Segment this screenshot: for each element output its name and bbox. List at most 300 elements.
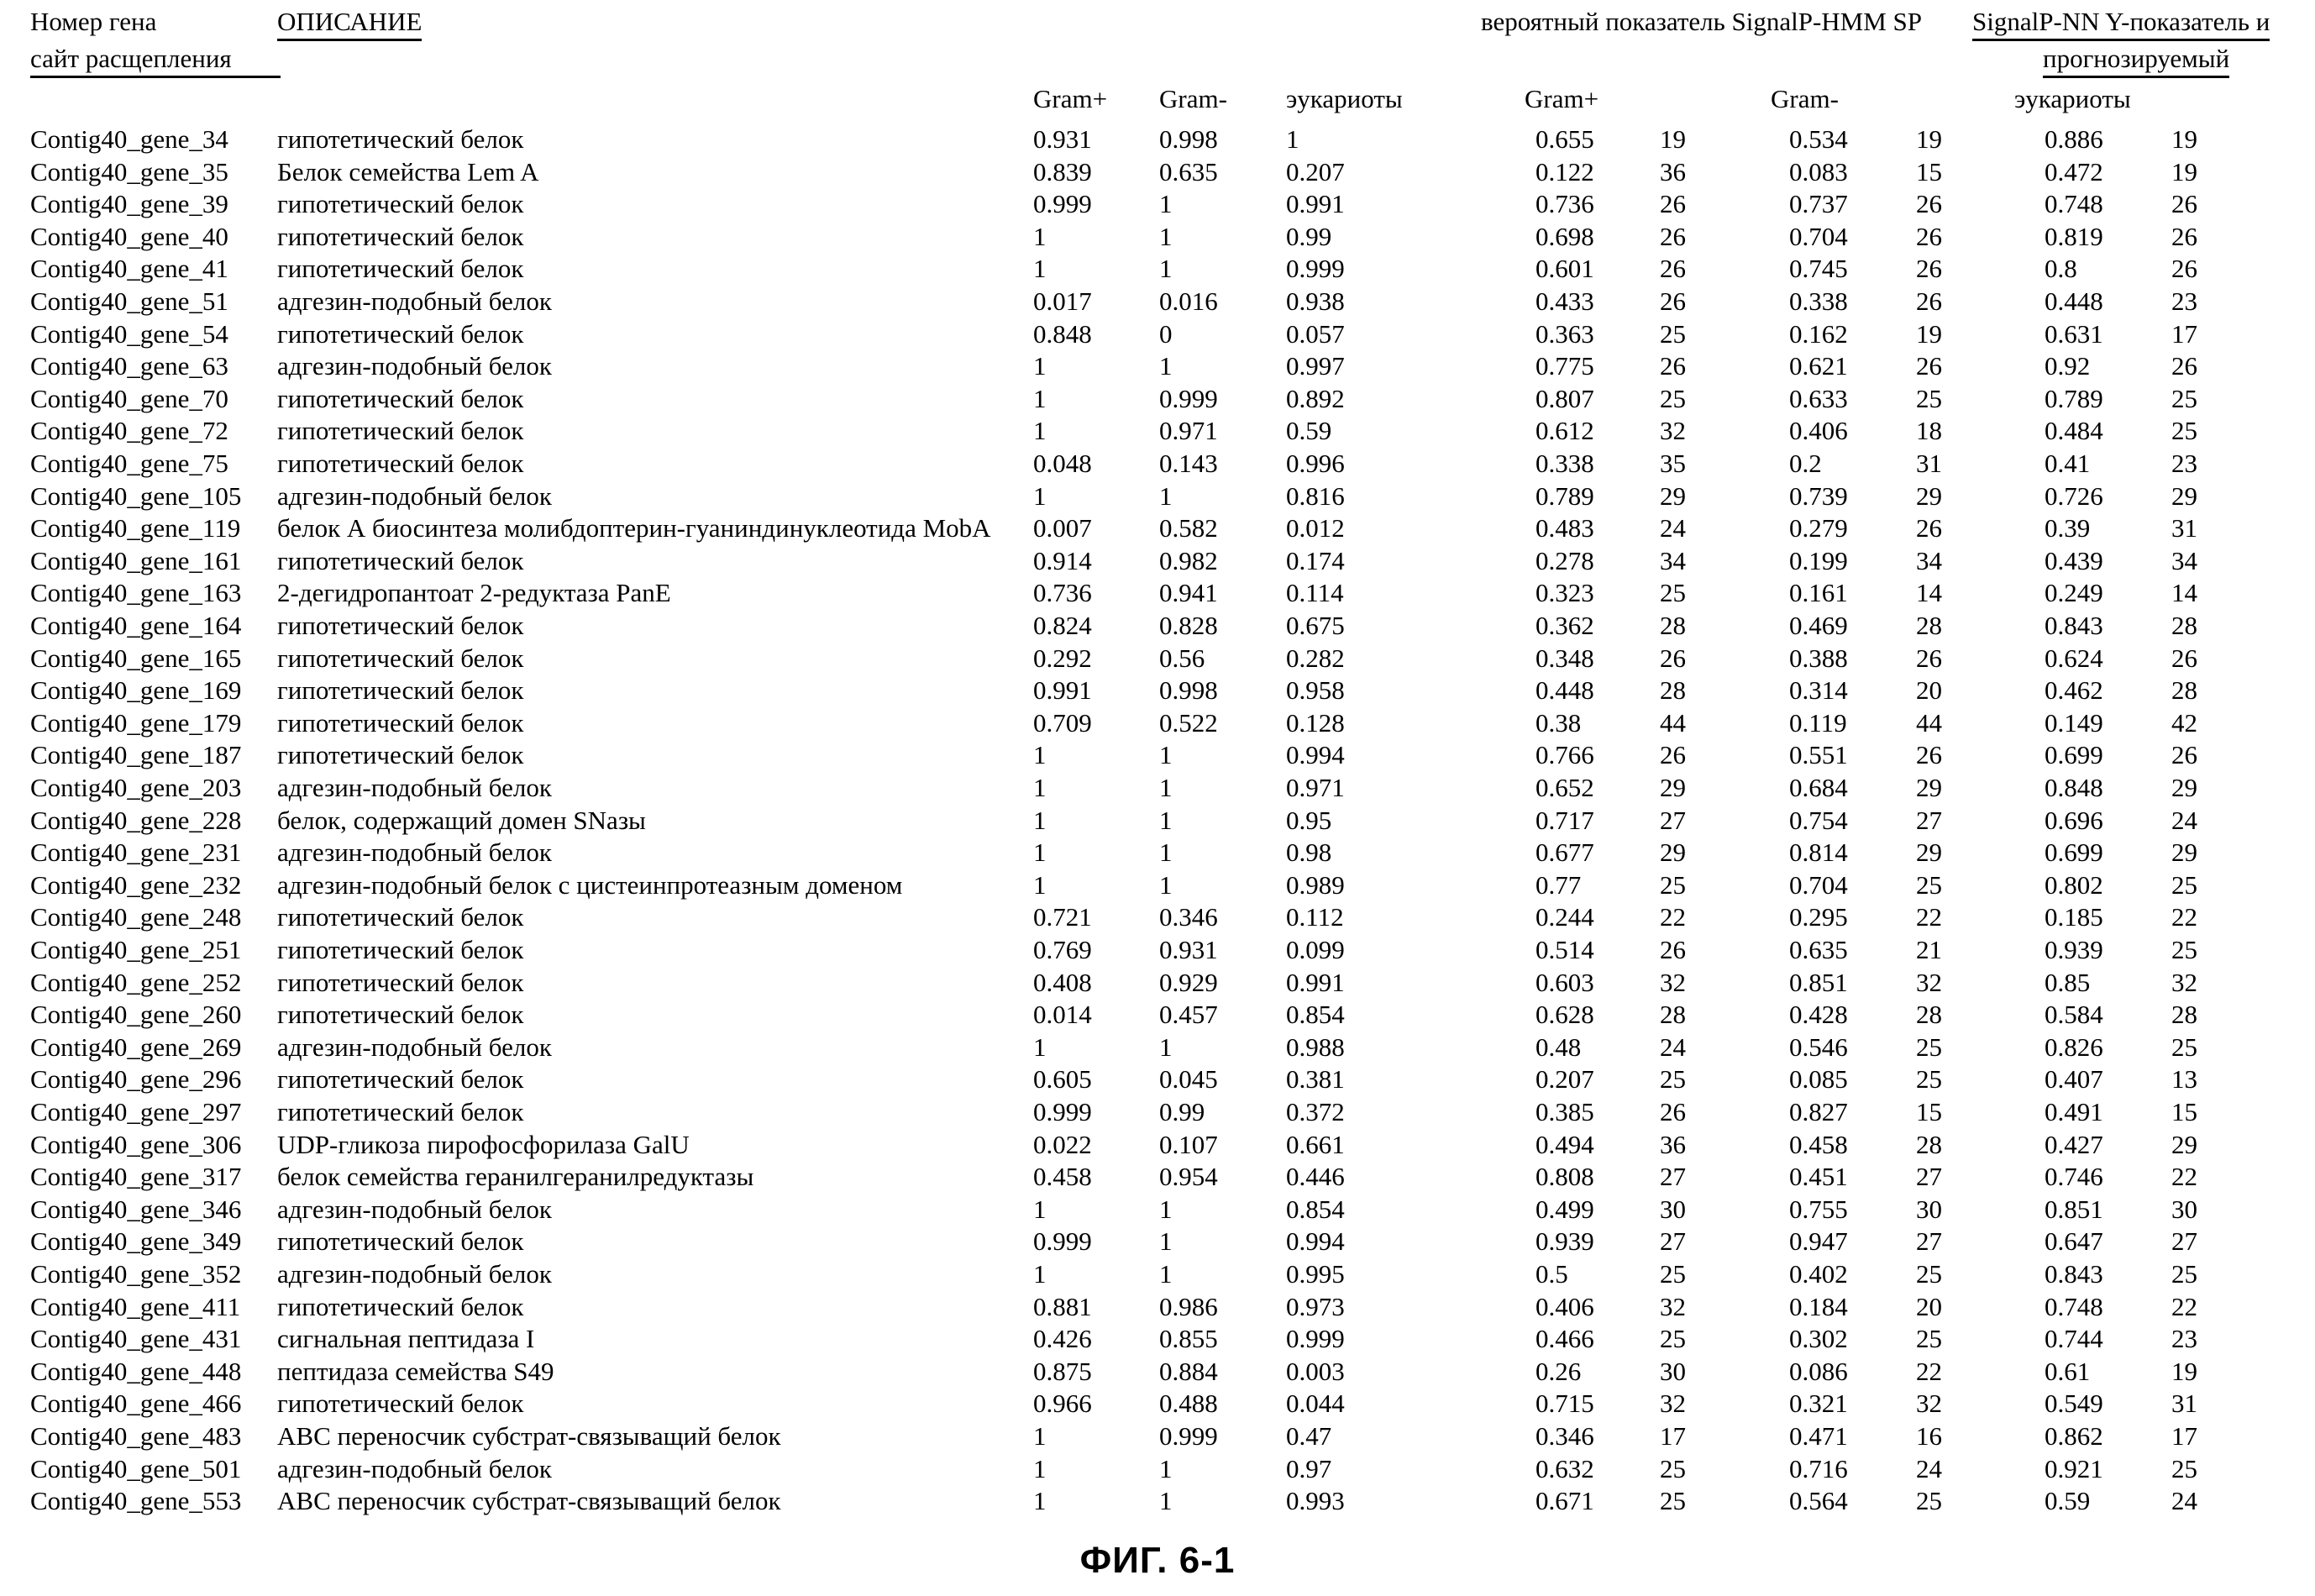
- table-row: [0, 806, 2315, 838]
- gene-id-cell: Contig40_gene_105: [30, 481, 242, 511]
- hmm-gram-plus-score-cell: 0.632: [1535, 1454, 1594, 1483]
- table-row: [0, 286, 2315, 319]
- gene-id-cell: Contig40_gene_231: [30, 837, 242, 867]
- hmm-gram-minus-site-cell: 27: [1916, 1226, 1942, 1256]
- gene-id-cell: Contig40_gene_34: [30, 124, 228, 154]
- nn-gram-plus-cell: 0.999: [1033, 1097, 1092, 1126]
- hmm-gram-minus-score-cell: 0.388: [1789, 643, 1848, 673]
- y-eukaryotes-score-cell: 0.748: [2045, 189, 2103, 218]
- hmm-gram-plus-score-cell: 0.406: [1535, 1292, 1594, 1321]
- table-row: [0, 1324, 2315, 1357]
- hmm-gram-plus-score-cell: 0.346: [1535, 1421, 1594, 1451]
- hmm-gram-plus-score-cell: 0.671: [1535, 1486, 1594, 1515]
- hmm-gram-plus-site-cell: 32: [1660, 1292, 1686, 1321]
- hmm-gram-minus-site-cell: 32: [1916, 1389, 1942, 1418]
- description-cell: гипотетический белок: [277, 740, 524, 769]
- description-cell: гипотетический белок: [277, 416, 524, 445]
- header-signalp-nn-group-line2: прогнозируемый: [2043, 44, 2229, 78]
- hmm-gram-minus-score-cell: 0.314: [1789, 675, 1848, 705]
- hmm-gram-plus-site-cell: 36: [1660, 1130, 1686, 1159]
- nn-gram-minus-cell: 1: [1159, 870, 1173, 900]
- hmm-gram-minus-site-cell: 25: [1916, 1259, 1942, 1289]
- table-row: [0, 1357, 2315, 1389]
- table-row: [0, 1292, 2315, 1325]
- table-row: [0, 481, 2315, 514]
- hmm-gram-plus-site-cell: 35: [1660, 449, 1686, 478]
- y-eukaryotes-score-cell: 0.185: [2045, 902, 2103, 932]
- hmm-gram-plus-score-cell: 0.323: [1535, 578, 1594, 607]
- y-eukaryotes-site-cell: 23: [2171, 1324, 2197, 1353]
- description-cell: гипотетический белок: [277, 1064, 524, 1094]
- table-row: [0, 1097, 2315, 1130]
- nn-gram-minus-cell: 0.931: [1159, 935, 1218, 964]
- nn-gram-plus-cell: 1: [1033, 740, 1047, 769]
- table-row: [0, 1226, 2315, 1259]
- description-cell: гипотетический белок: [277, 449, 524, 478]
- gene-id-cell: Contig40_gene_119: [30, 513, 241, 543]
- table-row: [0, 124, 2315, 157]
- nn-gram-plus-cell: 0.991: [1033, 675, 1092, 705]
- y-eukaryotes-score-cell: 0.746: [2045, 1162, 2103, 1191]
- gene-id-cell: Contig40_gene_203: [30, 773, 242, 802]
- hmm-gram-minus-site-cell: 15: [1916, 157, 1942, 186]
- hmm-gram-plus-score-cell: 0.244: [1535, 902, 1594, 932]
- table-row: [0, 1000, 2315, 1032]
- hmm-gram-minus-score-cell: 0.704: [1789, 222, 1848, 251]
- nn-eukaryotes-cell: 0.98: [1286, 837, 1332, 867]
- nn-eukaryotes-cell: 0.999: [1286, 1324, 1345, 1353]
- hmm-gram-plus-score-cell: 0.698: [1535, 222, 1594, 251]
- hmm-gram-minus-score-cell: 0.161: [1789, 578, 1848, 607]
- description-cell: белок А биосинтеза молибдоптерин-гуаниндинуклеотида MobA: [277, 513, 991, 543]
- hmm-gram-plus-score-cell: 0.433: [1535, 286, 1594, 316]
- y-eukaryotes-score-cell: 0.843: [2045, 611, 2103, 640]
- hmm-gram-minus-score-cell: 0.704: [1789, 870, 1848, 900]
- hmm-gram-minus-score-cell: 0.086: [1789, 1357, 1848, 1386]
- nn-gram-minus-cell: 1: [1159, 1194, 1173, 1224]
- hmm-gram-plus-score-cell: 0.385: [1535, 1097, 1594, 1126]
- hmm-gram-minus-score-cell: 0.083: [1789, 157, 1848, 186]
- hmm-gram-plus-score-cell: 0.466: [1535, 1324, 1594, 1353]
- description-cell: гипотетический белок: [277, 708, 524, 738]
- hmm-gram-minus-site-cell: 16: [1916, 1421, 1942, 1451]
- nn-gram-minus-cell: 0.941: [1159, 578, 1218, 607]
- description-cell: адгезин-подобный белок: [277, 1032, 552, 1062]
- hmm-gram-plus-site-cell: 29: [1660, 481, 1686, 511]
- table-row: [0, 319, 2315, 352]
- table-row: [0, 384, 2315, 417]
- hmm-gram-minus-site-cell: 24: [1916, 1454, 1942, 1483]
- description-cell: адгезин-подобный белок: [277, 1259, 552, 1289]
- gene-id-cell: Contig40_gene_269: [30, 1032, 242, 1062]
- nn-eukaryotes-cell: 0.991: [1286, 189, 1345, 218]
- hmm-gram-minus-site-cell: 18: [1916, 416, 1942, 445]
- y-eukaryotes-site-cell: 24: [2171, 806, 2197, 835]
- hmm-gram-minus-site-cell: 27: [1916, 1162, 1942, 1191]
- hmm-gram-minus-site-cell: 32: [1916, 968, 1942, 997]
- y-eukaryotes-score-cell: 0.726: [2045, 481, 2103, 511]
- nn-gram-plus-cell: 1: [1033, 1194, 1047, 1224]
- hmm-gram-plus-score-cell: 0.612: [1535, 416, 1594, 445]
- y-eukaryotes-site-cell: 15: [2171, 1097, 2197, 1126]
- hmm-gram-minus-score-cell: 0.635: [1789, 935, 1848, 964]
- hmm-gram-plus-score-cell: 0.38: [1535, 708, 1582, 738]
- description-cell: адгезин-подобный белок: [277, 1454, 552, 1483]
- nn-gram-minus-cell: 0.635: [1159, 157, 1218, 186]
- hmm-gram-plus-site-cell: 26: [1660, 1097, 1686, 1126]
- table-row: [0, 1032, 2315, 1065]
- description-cell: адгезин-подобный белок: [277, 1194, 552, 1224]
- nn-gram-minus-cell: 0.457: [1159, 1000, 1218, 1029]
- nn-gram-minus-cell: 1: [1159, 1032, 1173, 1062]
- hmm-gram-minus-score-cell: 0.184: [1789, 1292, 1848, 1321]
- gene-id-cell: Contig40_gene_317: [30, 1162, 242, 1191]
- hmm-gram-plus-site-cell: 25: [1660, 384, 1686, 413]
- nn-gram-plus-cell: 0.017: [1033, 286, 1092, 316]
- y-eukaryotes-site-cell: 19: [2171, 1357, 2197, 1386]
- figure-caption: ФИГ. 6-1: [1079, 1540, 1236, 1581]
- y-eukaryotes-site-cell: 26: [2171, 740, 2197, 769]
- y-eukaryotes-site-cell: 31: [2171, 1389, 2197, 1418]
- hmm-gram-minus-site-cell: 25: [1916, 384, 1942, 413]
- description-cell: гипотетический белок: [277, 611, 524, 640]
- nn-gram-plus-cell: 0.458: [1033, 1162, 1092, 1191]
- nn-gram-minus-cell: 1: [1159, 189, 1173, 218]
- gene-id-cell: Contig40_gene_297: [30, 1097, 242, 1126]
- y-eukaryotes-site-cell: 26: [2171, 189, 2197, 218]
- y-eukaryotes-site-cell: 29: [2171, 773, 2197, 802]
- hmm-gram-minus-site-cell: 25: [1916, 1064, 1942, 1094]
- hmm-gram-plus-score-cell: 0.655: [1535, 124, 1594, 154]
- nn-eukaryotes-cell: 0.112: [1286, 902, 1344, 932]
- nn-gram-plus-cell: 0.931: [1033, 124, 1092, 154]
- nn-gram-plus-cell: 0.721: [1033, 902, 1092, 932]
- gene-id-cell: Contig40_gene_179: [30, 708, 242, 738]
- description-cell: адгезин-подобный белок: [277, 351, 552, 381]
- subheader-gram-plus-2: Gram+: [1525, 84, 1599, 113]
- description-cell: гипотетический белок: [277, 189, 524, 218]
- hmm-gram-plus-score-cell: 0.807: [1535, 384, 1594, 413]
- hmm-gram-minus-score-cell: 0.737: [1789, 189, 1848, 218]
- gene-id-cell: Contig40_gene_248: [30, 902, 242, 932]
- hmm-gram-minus-site-cell: 14: [1916, 578, 1942, 607]
- subheader-eukaryotes-2: эукариоты: [2014, 84, 2131, 113]
- hmm-gram-minus-score-cell: 0.471: [1789, 1421, 1848, 1451]
- y-eukaryotes-site-cell: 13: [2171, 1064, 2197, 1094]
- nn-gram-plus-cell: 1: [1033, 1421, 1047, 1451]
- hmm-gram-minus-score-cell: 0.814: [1789, 837, 1848, 867]
- description-cell: гипотетический белок: [277, 1000, 524, 1029]
- y-eukaryotes-site-cell: 27: [2171, 1226, 2197, 1256]
- hmm-gram-plus-site-cell: 26: [1660, 189, 1686, 218]
- y-eukaryotes-site-cell: 25: [2171, 416, 2197, 445]
- header-signalp-hmm-group: вероятный показатель SignalP-HMM SP: [1481, 7, 1923, 36]
- hmm-gram-minus-score-cell: 0.085: [1789, 1064, 1848, 1094]
- nn-gram-minus-cell: 0.855: [1159, 1324, 1218, 1353]
- nn-gram-minus-cell: 0.99: [1159, 1097, 1205, 1126]
- y-eukaryotes-site-cell: 25: [2171, 870, 2197, 900]
- hmm-gram-minus-site-cell: 20: [1916, 675, 1942, 705]
- hmm-gram-plus-site-cell: 27: [1660, 806, 1686, 835]
- y-eukaryotes-score-cell: 0.699: [2045, 837, 2103, 867]
- nn-eukaryotes-cell: 0.174: [1286, 546, 1345, 575]
- hmm-gram-minus-score-cell: 0.564: [1789, 1486, 1848, 1515]
- hmm-gram-minus-site-cell: 26: [1916, 643, 1942, 673]
- nn-eukaryotes-cell: 0.892: [1286, 384, 1345, 413]
- hmm-gram-plus-score-cell: 0.715: [1535, 1389, 1594, 1418]
- hmm-gram-minus-site-cell: 25: [1916, 1324, 1942, 1353]
- nn-gram-plus-cell: 0.022: [1033, 1130, 1092, 1159]
- y-eukaryotes-score-cell: 0.439: [2045, 546, 2103, 575]
- hmm-gram-plus-site-cell: 26: [1660, 222, 1686, 251]
- subheader-eukaryotes-1: эукариоты: [1286, 84, 1403, 113]
- nn-gram-minus-cell: 0.582: [1159, 513, 1218, 543]
- nn-gram-minus-cell: 1: [1159, 1259, 1173, 1289]
- hmm-gram-minus-score-cell: 0.739: [1789, 481, 1848, 511]
- hmm-gram-plus-score-cell: 0.514: [1535, 935, 1594, 964]
- description-cell: сигнальная пептидаза I: [277, 1324, 535, 1353]
- gene-id-cell: Contig40_gene_466: [30, 1389, 242, 1418]
- nn-gram-minus-cell: 0.954: [1159, 1162, 1218, 1191]
- y-eukaryotes-score-cell: 0.624: [2045, 643, 2103, 673]
- hmm-gram-plus-score-cell: 0.736: [1535, 189, 1594, 218]
- nn-eukaryotes-cell: 0.997: [1286, 351, 1345, 381]
- y-eukaryotes-score-cell: 0.149: [2045, 708, 2103, 738]
- y-eukaryotes-site-cell: 19: [2171, 157, 2197, 186]
- description-cell: белок, содержащий домен SNазы: [277, 806, 646, 835]
- hmm-gram-plus-score-cell: 0.628: [1535, 1000, 1594, 1029]
- nn-gram-plus-cell: 1: [1033, 1454, 1047, 1483]
- hmm-gram-plus-score-cell: 0.483: [1535, 513, 1594, 543]
- subheader-gram-plus-1: Gram+: [1033, 84, 1108, 113]
- hmm-gram-minus-site-cell: 30: [1916, 1194, 1942, 1224]
- hmm-gram-plus-score-cell: 0.5: [1535, 1259, 1568, 1289]
- nn-gram-plus-cell: 1: [1033, 351, 1047, 381]
- nn-eukaryotes-cell: 0.816: [1286, 481, 1345, 511]
- gene-id-cell: Contig40_gene_296: [30, 1064, 242, 1094]
- hmm-gram-plus-site-cell: 25: [1660, 1064, 1686, 1094]
- hmm-gram-minus-score-cell: 0.745: [1789, 254, 1848, 283]
- description-cell: гипотетический белок: [277, 1292, 524, 1321]
- hmm-gram-plus-site-cell: 26: [1660, 254, 1686, 283]
- y-eukaryotes-score-cell: 0.699: [2045, 740, 2103, 769]
- table-row: [0, 189, 2315, 222]
- y-eukaryotes-site-cell: 19: [2171, 124, 2197, 154]
- gene-id-cell: Contig40_gene_163: [30, 578, 242, 607]
- table-row: [0, 546, 2315, 579]
- nn-eukaryotes-cell: 0.988: [1286, 1032, 1345, 1062]
- hmm-gram-minus-site-cell: 20: [1916, 1292, 1942, 1321]
- nn-gram-plus-cell: 0.408: [1033, 968, 1092, 997]
- nn-eukaryotes-cell: 0.971: [1286, 773, 1345, 802]
- hmm-gram-plus-site-cell: 26: [1660, 643, 1686, 673]
- hmm-gram-plus-score-cell: 0.789: [1535, 481, 1594, 511]
- table-row: [0, 935, 2315, 968]
- hmm-gram-plus-score-cell: 0.652: [1535, 773, 1594, 802]
- description-cell: UDP-гликоза пирофосфорилаза GalU: [277, 1130, 690, 1159]
- hmm-gram-minus-score-cell: 0.199: [1789, 546, 1848, 575]
- gene-id-cell: Contig40_gene_260: [30, 1000, 242, 1029]
- nn-gram-plus-cell: 0.881: [1033, 1292, 1092, 1321]
- gene-id-cell: Contig40_gene_501: [30, 1454, 242, 1483]
- nn-gram-plus-cell: 1: [1033, 222, 1047, 251]
- y-eukaryotes-score-cell: 0.696: [2045, 806, 2103, 835]
- gene-id-cell: Contig40_gene_54: [30, 319, 228, 349]
- gene-id-cell: Contig40_gene_349: [30, 1226, 242, 1256]
- hmm-gram-plus-site-cell: 19: [1660, 124, 1686, 154]
- table-row: [0, 1194, 2315, 1227]
- hmm-gram-minus-site-cell: 31: [1916, 449, 1942, 478]
- header-signalp-nn-group-line1: SignalP-NN Y-показатель и: [1972, 7, 2270, 41]
- hmm-gram-minus-site-cell: 25: [1916, 1486, 1942, 1515]
- nn-eukaryotes-cell: 0.854: [1286, 1194, 1345, 1224]
- hmm-gram-plus-site-cell: 32: [1660, 1389, 1686, 1418]
- nn-gram-plus-cell: 0.914: [1033, 546, 1092, 575]
- hmm-gram-plus-site-cell: 25: [1660, 1259, 1686, 1289]
- y-eukaryotes-score-cell: 0.789: [2045, 384, 2103, 413]
- gene-id-cell: Contig40_gene_41: [30, 254, 228, 283]
- nn-gram-plus-cell: 1: [1033, 1486, 1047, 1515]
- hmm-gram-plus-site-cell: 34: [1660, 546, 1686, 575]
- nn-gram-plus-cell: 0.875: [1033, 1357, 1092, 1386]
- nn-gram-plus-cell: 1: [1033, 870, 1047, 900]
- hmm-gram-minus-score-cell: 0.546: [1789, 1032, 1848, 1062]
- nn-eukaryotes-cell: 0.446: [1286, 1162, 1345, 1191]
- nn-gram-plus-cell: 1: [1033, 416, 1047, 445]
- gene-id-cell: Contig40_gene_483: [30, 1421, 242, 1451]
- gene-id-cell: Contig40_gene_164: [30, 611, 242, 640]
- nn-gram-plus-cell: 1: [1033, 837, 1047, 867]
- y-eukaryotes-score-cell: 0.427: [2045, 1130, 2103, 1159]
- y-eukaryotes-site-cell: 17: [2171, 319, 2197, 349]
- gene-id-cell: Contig40_gene_187: [30, 740, 242, 769]
- hmm-gram-plus-score-cell: 0.766: [1535, 740, 1594, 769]
- y-eukaryotes-site-cell: 22: [2171, 902, 2197, 932]
- y-eukaryotes-site-cell: 28: [2171, 611, 2197, 640]
- table-row: [0, 449, 2315, 481]
- y-eukaryotes-score-cell: 0.886: [2045, 124, 2103, 154]
- gene-id-cell: Contig40_gene_165: [30, 643, 242, 673]
- description-cell: гипотетический белок: [277, 384, 524, 413]
- nn-eukaryotes-cell: 0.012: [1286, 513, 1345, 543]
- table-row: [0, 1389, 2315, 1421]
- nn-gram-minus-cell: 0.999: [1159, 1421, 1218, 1451]
- nn-gram-minus-cell: 1: [1159, 1486, 1173, 1515]
- y-eukaryotes-site-cell: 31: [2171, 513, 2197, 543]
- nn-gram-minus-cell: 0.522: [1159, 708, 1218, 738]
- gene-id-cell: Contig40_gene_39: [30, 189, 228, 218]
- nn-gram-minus-cell: 0.929: [1159, 968, 1218, 997]
- hmm-gram-plus-site-cell: 17: [1660, 1421, 1686, 1451]
- y-eukaryotes-score-cell: 0.85: [2045, 968, 2091, 997]
- hmm-gram-minus-site-cell: 29: [1916, 481, 1942, 511]
- hmm-gram-minus-site-cell: 28: [1916, 1000, 1942, 1029]
- y-eukaryotes-score-cell: 0.921: [2045, 1454, 2103, 1483]
- nn-eukaryotes-cell: 0.675: [1286, 611, 1345, 640]
- gene-id-cell: Contig40_gene_40: [30, 222, 228, 251]
- y-eukaryotes-site-cell: 14: [2171, 578, 2197, 607]
- nn-gram-plus-cell: 1: [1033, 1259, 1047, 1289]
- nn-eukaryotes-cell: 0.999: [1286, 254, 1345, 283]
- y-eukaryotes-score-cell: 0.584: [2045, 1000, 2103, 1029]
- hmm-gram-plus-site-cell: 26: [1660, 935, 1686, 964]
- nn-eukaryotes-cell: 0.207: [1286, 157, 1345, 186]
- hmm-gram-minus-score-cell: 0.279: [1789, 513, 1848, 543]
- hmm-gram-minus-site-cell: 25: [1916, 870, 1942, 900]
- nn-gram-plus-cell: 0.769: [1033, 935, 1092, 964]
- hmm-gram-minus-score-cell: 0.469: [1789, 611, 1848, 640]
- hmm-gram-plus-site-cell: 27: [1660, 1226, 1686, 1256]
- gene-id-cell: Contig40_gene_70: [30, 384, 228, 413]
- gene-id-cell: Contig40_gene_352: [30, 1259, 242, 1289]
- gene-id-cell: Contig40_gene_232: [30, 870, 242, 900]
- subheader-gram-minus-1: Gram-: [1159, 84, 1227, 113]
- description-cell: адгезин-подобный белок: [277, 773, 552, 802]
- nn-gram-minus-cell: 1: [1159, 837, 1173, 867]
- gene-id-cell: Contig40_gene_228: [30, 806, 242, 835]
- hmm-gram-plus-site-cell: 28: [1660, 1000, 1686, 1029]
- nn-gram-plus-cell: 0.824: [1033, 611, 1092, 640]
- nn-gram-minus-cell: 0.884: [1159, 1357, 1218, 1386]
- nn-gram-minus-cell: 0.986: [1159, 1292, 1218, 1321]
- nn-gram-minus-cell: 0.488: [1159, 1389, 1218, 1418]
- nn-eukaryotes-cell: 0.044: [1286, 1389, 1345, 1418]
- nn-eukaryotes-cell: 0.99: [1286, 222, 1332, 251]
- hmm-gram-minus-site-cell: 27: [1916, 806, 1942, 835]
- description-cell: пептидаза семейства S49: [277, 1357, 554, 1386]
- y-eukaryotes-site-cell: 26: [2171, 351, 2197, 381]
- hmm-gram-plus-site-cell: 28: [1660, 675, 1686, 705]
- nn-eukaryotes-cell: 0.003: [1286, 1357, 1345, 1386]
- hmm-gram-plus-score-cell: 0.362: [1535, 611, 1594, 640]
- description-cell: АВС переносчик субстрат-связыващий белок: [277, 1486, 781, 1515]
- hmm-gram-minus-site-cell: 28: [1916, 1130, 1942, 1159]
- hmm-gram-plus-score-cell: 0.207: [1535, 1064, 1594, 1094]
- nn-gram-plus-cell: 0.999: [1033, 1226, 1092, 1256]
- y-eukaryotes-site-cell: 26: [2171, 222, 2197, 251]
- hmm-gram-plus-site-cell: 25: [1660, 1324, 1686, 1353]
- nn-gram-plus-cell: 0.999: [1033, 189, 1092, 218]
- gene-id-cell: Contig40_gene_553: [30, 1486, 242, 1515]
- hmm-gram-minus-score-cell: 0.551: [1789, 740, 1848, 769]
- nn-gram-plus-cell: 0.736: [1033, 578, 1092, 607]
- y-eukaryotes-score-cell: 0.647: [2045, 1226, 2103, 1256]
- y-eukaryotes-site-cell: 23: [2171, 286, 2197, 316]
- hmm-gram-plus-score-cell: 0.278: [1535, 546, 1594, 575]
- header-cleavage-site: сайт расщепления: [30, 44, 281, 78]
- hmm-gram-plus-site-cell: 32: [1660, 416, 1686, 445]
- y-eukaryotes-score-cell: 0.39: [2045, 513, 2091, 543]
- table-row: [0, 902, 2315, 935]
- hmm-gram-minus-score-cell: 0.295: [1789, 902, 1848, 932]
- y-eukaryotes-score-cell: 0.549: [2045, 1389, 2103, 1418]
- nn-gram-plus-cell: 0.605: [1033, 1064, 1092, 1094]
- table-row: [0, 1486, 2315, 1519]
- y-eukaryotes-site-cell: 24: [2171, 1486, 2197, 1515]
- y-eukaryotes-site-cell: 30: [2171, 1194, 2197, 1224]
- hmm-gram-minus-site-cell: 19: [1916, 124, 1942, 154]
- nn-gram-plus-cell: 0.848: [1033, 319, 1092, 349]
- hmm-gram-minus-site-cell: 26: [1916, 189, 1942, 218]
- nn-eukaryotes-cell: 0.854: [1286, 1000, 1345, 1029]
- y-eukaryotes-score-cell: 0.748: [2045, 1292, 2103, 1321]
- y-eukaryotes-score-cell: 0.744: [2045, 1324, 2103, 1353]
- gene-id-cell: Contig40_gene_306: [30, 1130, 242, 1159]
- nn-eukaryotes-cell: 0.973: [1286, 1292, 1345, 1321]
- gene-id-cell: Contig40_gene_75: [30, 449, 228, 478]
- hmm-gram-minus-score-cell: 0.338: [1789, 286, 1848, 316]
- hmm-gram-minus-score-cell: 0.827: [1789, 1097, 1848, 1126]
